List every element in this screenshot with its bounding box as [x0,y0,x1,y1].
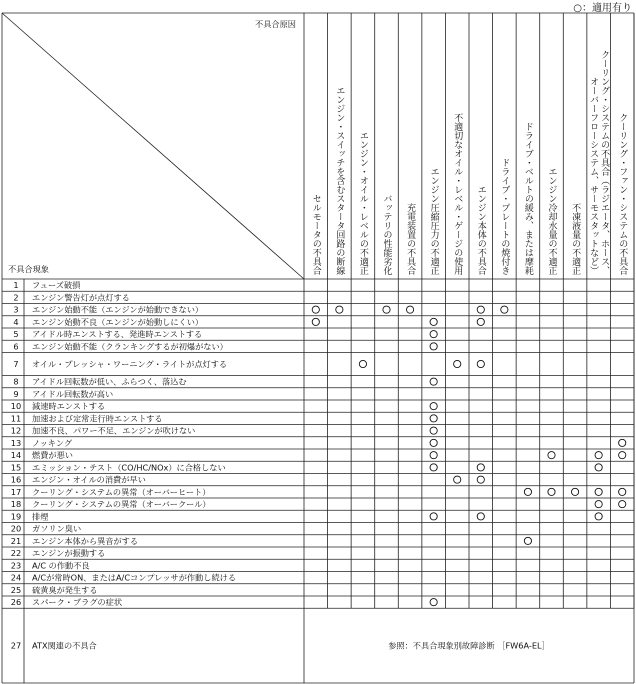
symptom-text: エンジン始動不良（エンジンが始動しにくい） [32,316,204,327]
applicable-mark [619,439,626,446]
row-number: 23 [10,560,22,571]
row-number: 15 [10,462,22,473]
row-number: 19 [10,511,22,522]
cause-label-7: 不適切なオイル・レベル・ゲージの使用 [452,113,463,275]
row-number: 16 [10,474,22,485]
row-number: 12 [10,425,22,436]
symptom-text: 排煙 [32,511,49,522]
applicable-mark [336,306,343,313]
row-number: 3 [13,304,19,315]
row-number: 21 [10,535,22,546]
applicable-mark [595,452,602,459]
row-number: 6 [13,341,19,352]
applicable-mark [454,476,461,483]
applicable-mark [430,403,437,410]
applicable-mark [430,599,437,606]
cause-label-3: エンジン・オイル・レベルの不適正 [357,131,368,275]
symptom-text: A/C の作動不良 [32,560,90,571]
legend-note: ○：適用有り [573,3,632,14]
row-number: 1 [13,280,19,291]
applicable-mark [571,488,578,495]
cause-label-5: 充電装置の不具合 [405,203,416,275]
row-number: 26 [10,597,22,608]
row-number: 25 [10,584,22,595]
row-number: 20 [10,523,22,534]
symptom-header-label: 不具合現象 [8,264,49,274]
row-number: 18 [10,499,22,510]
applicable-mark [454,360,461,367]
applicable-mark [477,360,484,367]
applicable-mark [312,318,319,325]
applicable-mark [595,501,602,508]
applicable-mark [477,476,484,483]
symptom-text: フューズ破損 [32,280,81,291]
symptom-text: エンジン警告灯が点灯する [32,292,130,303]
symptom-text: ガソリン臭い [32,523,82,534]
header-diagonal [2,13,304,279]
cause-label-11: エンジン冷却水量の不適正 [546,167,557,275]
row-number: 8 [13,376,19,387]
symptom-text: エンジン本体から異音がする [32,535,139,546]
symptom-text: 加速不良、パワー不足、エンジンが吹けない [32,425,196,436]
applicable-mark [548,488,555,495]
symptom-text: エンジンが振動する [32,548,106,559]
symptom-text: 燃費が悪い [32,450,73,461]
symptom-text: スパーク・プラグの症状 [32,597,123,608]
applicable-mark [501,306,508,313]
applicable-mark [383,306,390,313]
applicable-mark [477,306,484,313]
symptom-text: エンジン・オイルの消費が早い [32,474,146,485]
applicable-mark [430,452,437,459]
row-number: 24 [10,572,22,583]
symptom-text: 加速および定常走行時エンストする [32,413,163,424]
row-number: 7 [13,359,19,369]
symptom-text: クーリング・システムの異常（オーバーヒート） [32,486,211,497]
row-number: 5 [13,329,19,340]
applicable-mark [430,439,437,446]
applicable-mark [524,488,531,495]
cause-label-1: セルモータの不具合 [310,194,321,275]
applicable-mark [619,501,626,508]
symptom-text: アイドル時エンストする、発進時エンストする [32,329,203,340]
applicable-mark [430,343,437,350]
row-number: 13 [10,437,22,448]
applicable-mark [548,452,555,459]
cause-label-12: 不凍液量の不適正 [570,203,581,275]
applicable-mark [430,464,437,471]
symptom-text: ノッキング [32,437,73,448]
applicable-mark [524,537,531,544]
symptom-text: A/Cが常時ON、またはA/Cコンプレッサが作動し続ける [32,572,237,583]
row-number: 2 [13,292,19,303]
symptom-text: エンジン始動不能（クランキングするが初爆がない） [32,341,228,352]
symptom-text: アイドル回転数が低い、ふらつく、落込む [32,376,187,387]
row-number: 11 [10,413,22,424]
row-number: 14 [10,450,22,461]
applicable-mark [430,427,437,434]
applicable-mark [477,513,484,520]
applicable-mark [619,488,626,495]
row-number: 4 [13,316,19,327]
symptom-text: アイドル回転数が高い [32,388,114,399]
applicable-mark [477,318,484,325]
row-number: 17 [10,486,22,497]
symptom-text: オイル・プレッシャ・ワーニング・ライトが点灯する [32,359,228,369]
symptom-text: エミッション・テスト（CO/HC/NOx）に合格しない [32,462,226,473]
row-number: 10 [10,401,22,412]
applicable-mark [430,415,437,422]
applicable-mark [595,464,602,471]
applicable-mark [477,464,484,471]
applicable-mark [406,306,413,313]
applicable-mark [430,318,437,325]
applicable-mark [595,513,602,520]
symptom-text: 減速時エンストする [32,401,106,412]
applicable-mark [430,331,437,338]
cause-label-8: エンジン本体の不具合 [475,185,486,275]
cause-header-label: 不具合原因 [255,19,296,29]
symptom-text: エンジン始動不能（エンジンが始動できない） [32,304,204,315]
symptom-text: ATX関連の不具合 [32,640,97,651]
row-number: 27 [10,640,22,651]
symptom-text: 硫黄臭が発生する [32,584,98,595]
cause-label-10: ドライブ・ベルトの緩み、または摩耗 [522,122,533,275]
cause-label-13: クーリング・システムの不具合（ラジエータ、ホース、 [599,50,610,275]
cause-label-13: オーバーフローシステム、サーモスタットなど） [588,77,599,275]
cause-label-4: バッテリの性能劣化 [381,194,392,275]
symptom-text: クーリング・システムの異常（オーバークール） [32,499,211,510]
applicable-mark [595,488,602,495]
applicable-mark [430,378,437,385]
cause-label-14: クーリング・ファン・システムの不具合 [617,113,628,275]
applicable-mark [312,306,319,313]
cause-label-9: ドライブ・プレートの焼付き [499,158,510,275]
applicable-mark [430,513,437,520]
cause-label-6: エンジン圧縮圧力の不適正 [428,167,439,275]
applicable-mark [359,360,366,367]
reference-note: 参照：不具合現象別故障診断 ［FW6A-EL］ [388,640,550,651]
row-number: 9 [13,388,19,399]
applicable-mark [619,452,626,459]
row-number: 22 [10,548,22,559]
cause-label-2: エンジン・スイッチを含むスタータ回路の断線 [334,86,345,275]
